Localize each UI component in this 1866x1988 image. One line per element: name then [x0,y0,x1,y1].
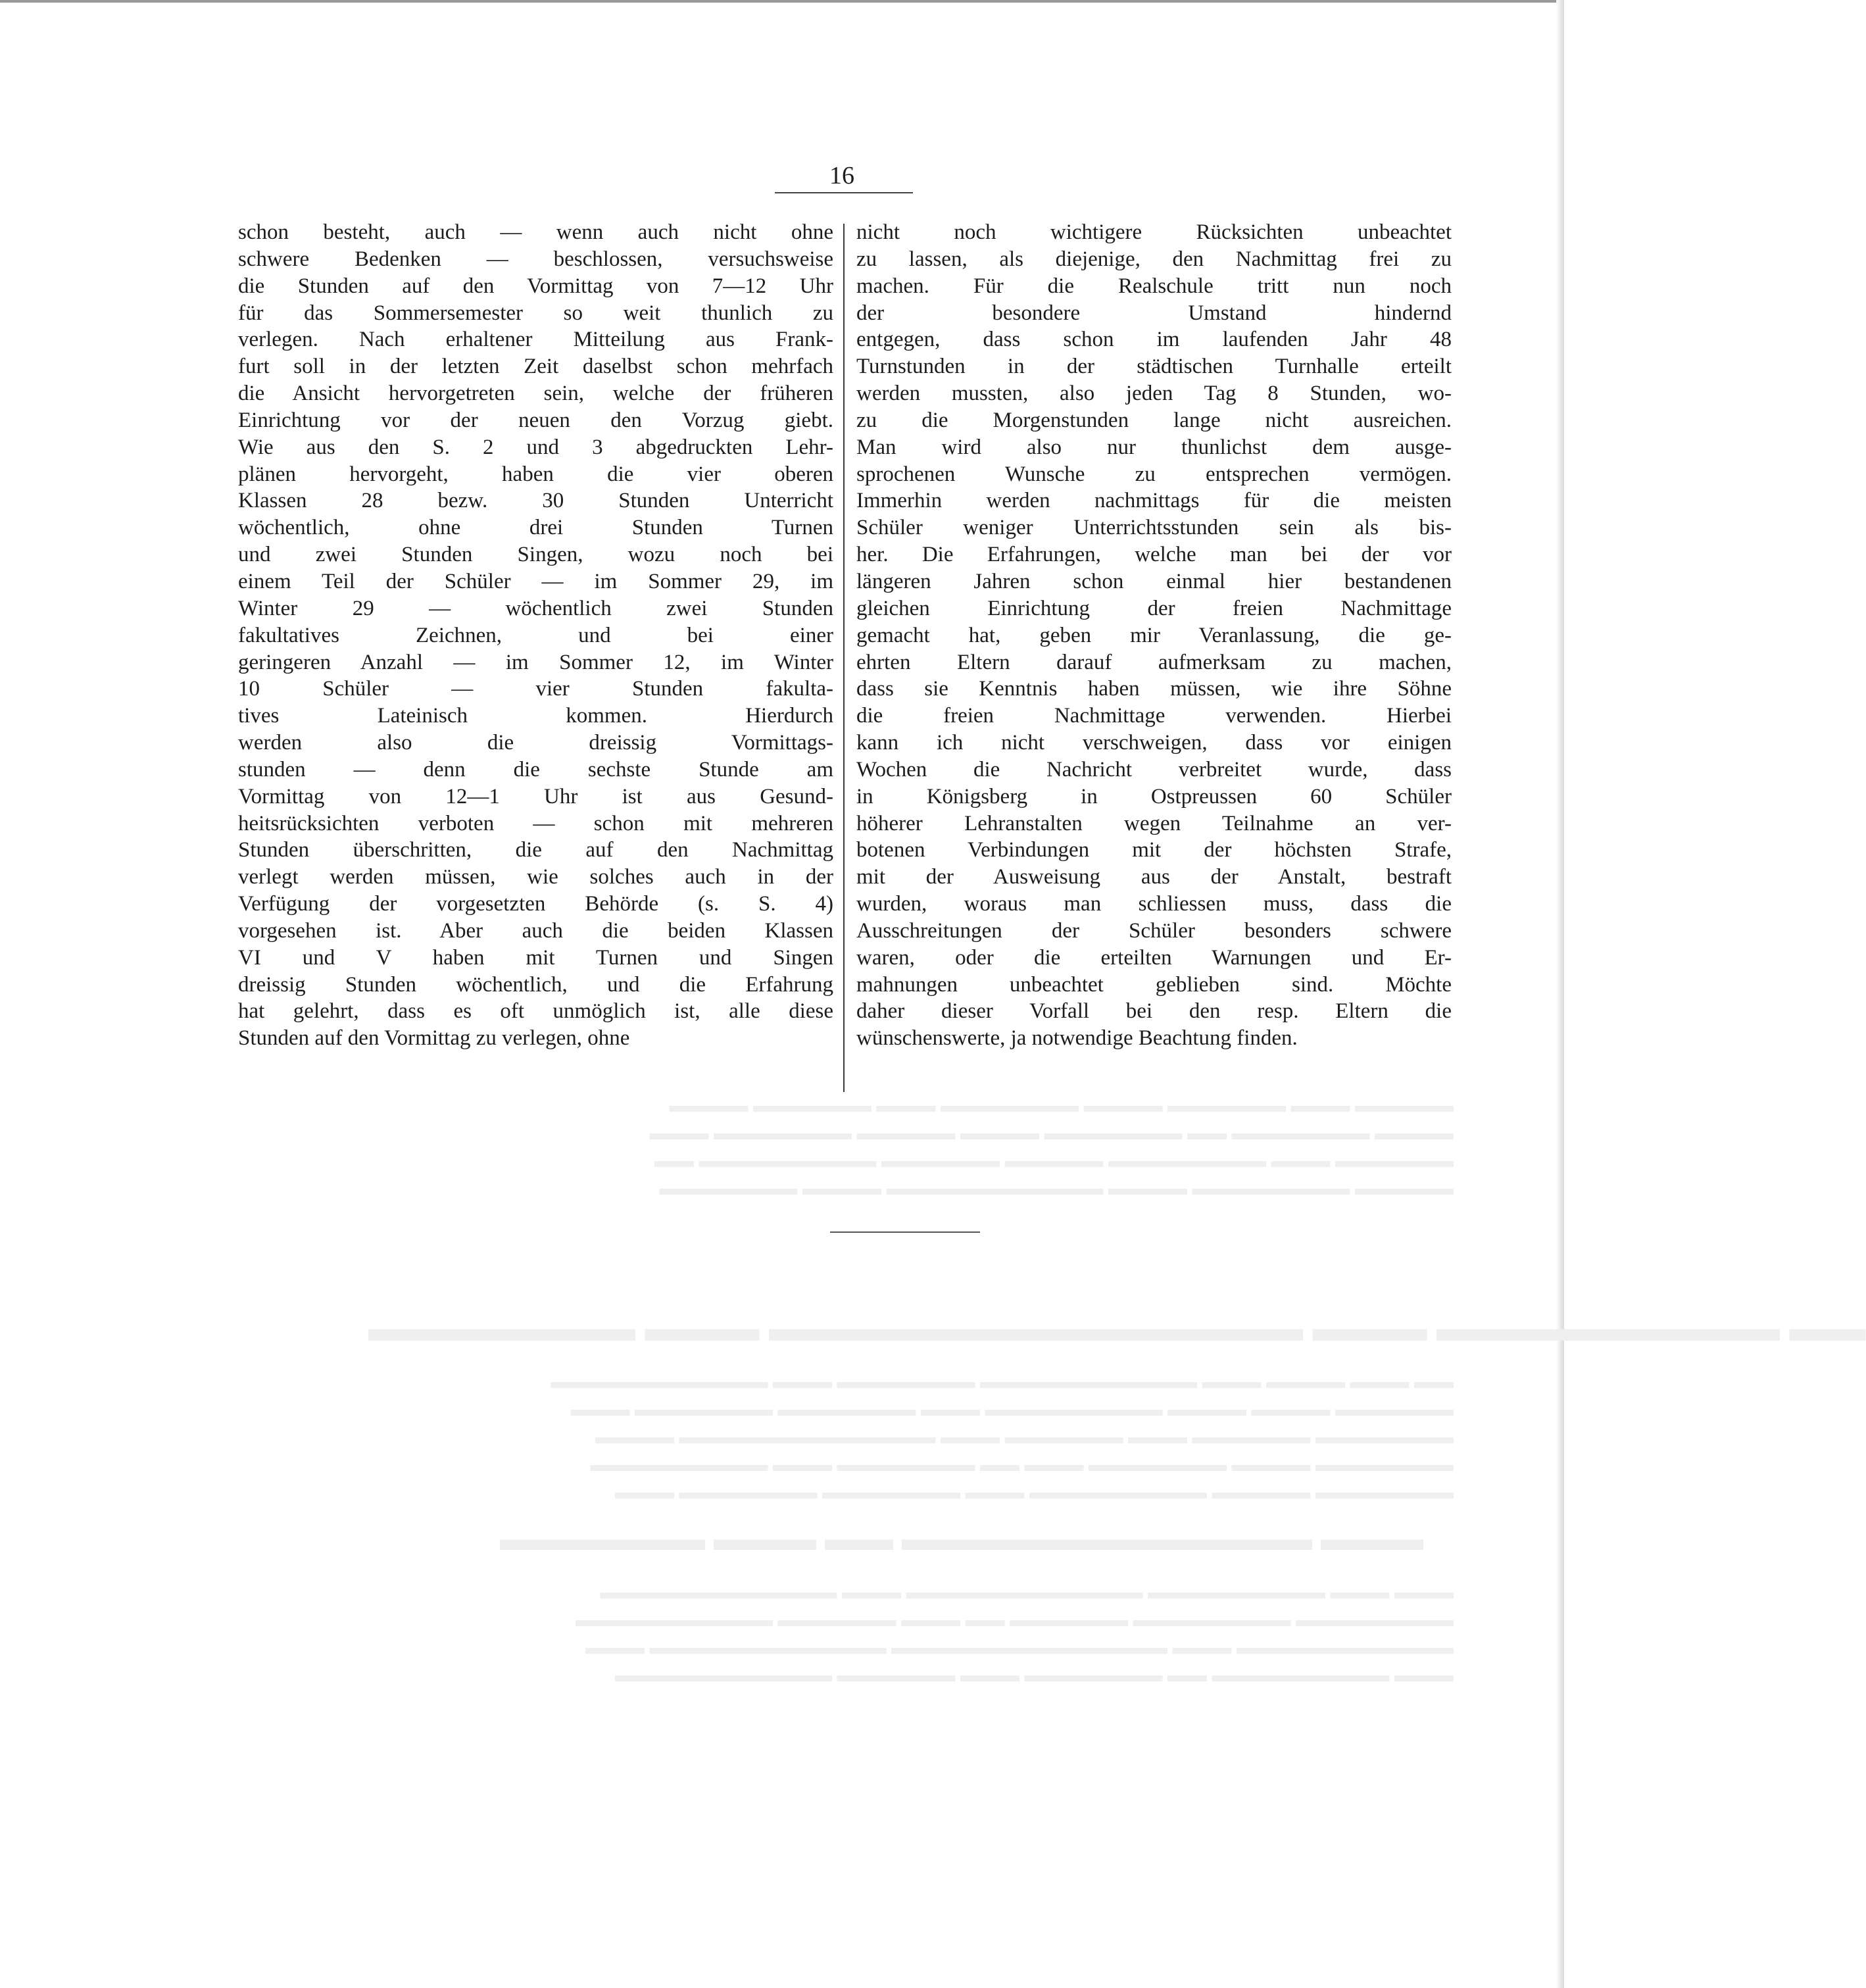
text-line: dreissig Stunden wöchentlich, und die Erfahrung [238,972,833,997]
text-line: wöchentlich, ohne drei Stunden Turnen [238,516,833,540]
text-line: zu lassen, als diejenige, den Nachmittag frei zu [856,247,1452,271]
text-line: 10 Schüler — vier Stunden fakulta- [238,677,833,701]
text-line: gemacht hat, geben mir Veranlassung, die ge- [856,623,1452,647]
text-line: fakultatives Zeichnen, und bei einer [238,623,833,647]
text-line: daher dieser Vorfall bei den resp. Eltern die [856,999,1452,1024]
text-line: plänen hervorgeht, haben die vier oberen [238,462,833,486]
bleed-through-block: ▬▬▬▬▬ ▬▬▬ ▬▬▬▬▬▬ ▬▬▬▬ ▬▬▬▬▬▬▬ ▬▬▬ ▬▬▬▬▬▬ ▬▬▬▬ ▬▬▬▬ ▬▬▬▬▬▬▬ ▬▬ ▬▬▬▬▬▬▬ ▬▬▬▬ ▬▬▬▬▬ ▬▬▬▬▬▬▬ ▬▬▬ ▬▬▬▬▬▬ ▬▬▬ ▬▬▬▬▬▬▬▬ ▬▬▬▬▬ ▬▬▬▬▬▬ ▬▬▬▬▬▬▬▬▬ ▬▬ ▬▬▬▬▬ ▬▬▬▬▬▬▬▬ ▬▬▬▬ ▬▬▬▬▬▬▬▬▬▬▬ ▬▬▬▬ ▬▬▬▬▬▬▬ [649,1095,1454,1199]
text-line: Ausschreitungen der Schüler besonders schwere [856,918,1452,943]
text-line: VI und V haben mit Turnen und Singen [238,945,833,970]
page-edge-shadow [1556,0,1564,1988]
page-number: 16 [829,162,854,189]
text-line: werden also die dreissig Vormittags- [238,731,833,755]
text-line: machen. Für die Realschule tritt nun noch [856,274,1452,298]
section-end-rule [830,1231,980,1233]
column-divider [843,224,845,1092]
text-line: mahnungen unbeachtet geblieben sind. Möchte [856,972,1452,997]
text-line: wurden, woraus man schliessen muss, dass die [856,892,1452,916]
text-line: Stunden überschritten, die auf den Nachmittag [238,838,833,862]
text-line: einem Teil der Schüler — im Sommer 29, im [238,569,833,593]
text-line: entgegen, dass schon im laufenden Jahr 48 [856,328,1452,352]
text-line: gleichen Einrichtung der freien Nachmittage [856,596,1452,620]
text-line: Wie aus den S. 2 und 3 abgedruckten Lehr- [238,435,833,459]
text-line: für das Sommersemester so weit thunlich zu [238,301,833,325]
text-line: Vormittag von 12—1 Uhr ist aus Gesund- [238,784,833,808]
text-line: verlegt werden müssen, wie solches auch in der [238,865,833,889]
top-edge-rule [0,0,1564,3]
text-line: die Stunden auf den Vormittag von 7—12 Uhr [238,274,833,298]
text-line: und zwei Stunden Singen, wozu noch bei [238,543,833,567]
text-line: stunden — denn die sechste Stunde am [238,757,833,782]
text-line: Immerhin werden nachmittags für die meisten [856,489,1452,513]
text-line: der besondere Umstand hindernd [856,301,1452,325]
text-line: Klassen 28 bezw. 30 Stunden Unterricht [238,489,833,513]
text-line: her. Die Erfahrungen, welche man bei der vor [856,543,1452,567]
text-line: werden mussten, also jeden Tag 8 Stunden, wo- [856,382,1452,406]
text-line: Man wird also nur thunlichst dem ausge- [856,435,1452,459]
text-line: furt soll in der letzten Zeit daselbst schon mehrfach [238,355,833,379]
text-line: höherer Lehranstalten wegen Teilnahme an ver- [856,811,1452,835]
text-line: Verfügung der vorgesetzten Behörde (s. S. 4) [238,892,833,916]
text-line: kann ich nicht verschweigen, dass vor einigen [856,731,1452,755]
text-line: mit der Ausweisung aus der Anstalt, bestraft [856,865,1452,889]
text-line: Wochen die Nachricht verbreitet wurde, dass [856,757,1452,782]
text-line: geringeren Anzahl — im Sommer 12, im Winter [238,650,833,674]
text-line: waren, oder die erteilten Warnungen und Er- [856,945,1452,970]
text-line: tives Lateinisch kommen. Hierdurch [238,704,833,728]
text-line: dass sie Kenntnis haben müssen, wie ihre Söhne [856,677,1452,701]
text-line: die freien Nachmittage verwenden. Hierbei [856,704,1452,728]
text-line: Einrichtung vor der neuen den Vorzug giebt. [238,408,833,432]
text-line: nicht noch wichtigere Rücksichten unbeachtet [856,220,1452,244]
text-line: botenen Verbindungen mit der höchsten Strafe, [856,838,1452,862]
text-line: schwere Bedenken — beschlossen, versuchsweise [238,247,833,271]
header-rule [775,192,913,193]
text-line: ehrten Eltern darauf aufmerksam zu machen, [856,650,1452,674]
text-line: Turnstunden in der städtischen Turnhalle erteilt [856,355,1452,379]
text-line: hat gelehrt, dass es oft unmöglich ist, alle diese [238,999,833,1024]
right-text-column [856,219,1452,1052]
text-line: in Königsberg in Ostpreussen 60 Schüler [856,784,1452,808]
text-line: wünschenswerte, ja notwendige Beachtung finden. [856,1026,1298,1051]
left-text-column [238,219,833,1052]
text-line: die Ansicht hervorgetreten sein, welche der früheren [238,382,833,406]
bleed-through-block: ▬▬▬ ▬▬▬ ▬▬▬▬▬▬▬▬▬ ▬▬▬▬▬▬▬▬▬▬▬▬ ▬▬▬ ▬▬▬▬▬▬▬▬▬▬▬▬ ▬▬▬▬▬▬▬▬ ▬▬▬▬▬▬▬▬ ▬▬▬▬▬▬ ▬▬ ▬▬▬ ▬▬▬▬▬▬ ▬▬▬▬▬▬▬▬▬▬ ▬▬▬▬▬▬▬▬▬▬▬ ▬▬▬ ▬▬▬▬▬▬▬▬▬▬▬▬▬▬ ▬▬▬▬▬▬▬▬▬▬▬▬ ▬▬▬ ▬▬▬ ▬▬▬▬▬▬▬▬▬ ▬▬ ▬▬▬▬▬▬▬ ▬▬▬ ▬▬▬▬▬▬ ▬▬▬▬▬▬▬▬▬▬▬ [576,1581,1454,1686]
text-line: Stunden auf den Vormittag zu verlegen, ohne [238,1026,630,1051]
text-line: vorgesehen ist. Aber auch die beiden Klassen [238,918,833,943]
text-line: verlegen. Nach erhaltener Mitteilung aus Frank- [238,328,833,352]
text-line: schon besteht, auch — wenn auch nicht ohne [238,220,833,244]
text-line: zu die Morgenstunden lange nicht ausreichen. [856,408,1452,432]
bleed-through-heading: ▬▬▬ ▬▬▬▬▬▬▬▬▬▬▬▬ ▬▬ ▬▬▬ ▬▬▬▬▬▬ [500,1520,1423,1558]
text-line: längeren Jahren schon einmal hier bestandenen [856,569,1452,593]
text-line: Schüler weniger Unterrichtsstunden sein als bis- [856,516,1452,540]
text-line: heitsrücksichten verboten — schon mit mehreren [238,811,833,835]
text-line: sprochenen Wunsche zu entsprechen vermögen. [856,462,1452,486]
bleed-through-block: ▬▬ ▬▬▬ ▬▬▬▬ ▬▬▬ ▬▬▬▬▬▬▬▬▬▬▬ ▬▬▬▬▬▬▬ ▬▬▬ ▬▬▬▬▬▬▬▬▬▬▬ ▬▬▬▬▬▬ ▬▬▬▬ ▬▬▬▬ ▬▬▬▬▬▬▬▬▬ ▬▬▬ ▬▬▬▬▬▬▬ ▬▬▬▬▬▬▬ ▬▬▬ ▬▬▬▬▬▬▬ ▬▬▬▬▬▬ ▬▬▬ ▬▬▬▬▬▬ ▬▬▬ ▬▬▬▬▬▬▬▬▬▬▬▬▬ ▬▬▬▬ ▬▬▬▬▬▬▬ ▬▬▬▬ ▬▬▬▬▬▬▬ ▬▬▬ ▬▬ ▬▬▬▬▬▬▬ ▬▬▬ ▬▬▬▬▬▬▬▬▬ ▬▬▬▬▬▬▬ ▬▬▬▬▬ ▬▬▬▬▬▬▬▬▬ ▬▬▬ ▬▬▬▬▬▬▬ ▬▬▬▬▬▬▬ ▬▬▬ [551,1371,1454,1503]
text-line: Winter 29 — wöchentlich zwei Stunden [238,596,833,620]
bleed-through-heading: ▬▬ ▬▬▬▬▬▬▬▬▬ ▬▬▬ ▬▬▬▬▬▬▬▬▬▬▬▬▬▬ ▬▬▬ ▬▬▬▬▬▬▬ [368,1306,1866,1349]
